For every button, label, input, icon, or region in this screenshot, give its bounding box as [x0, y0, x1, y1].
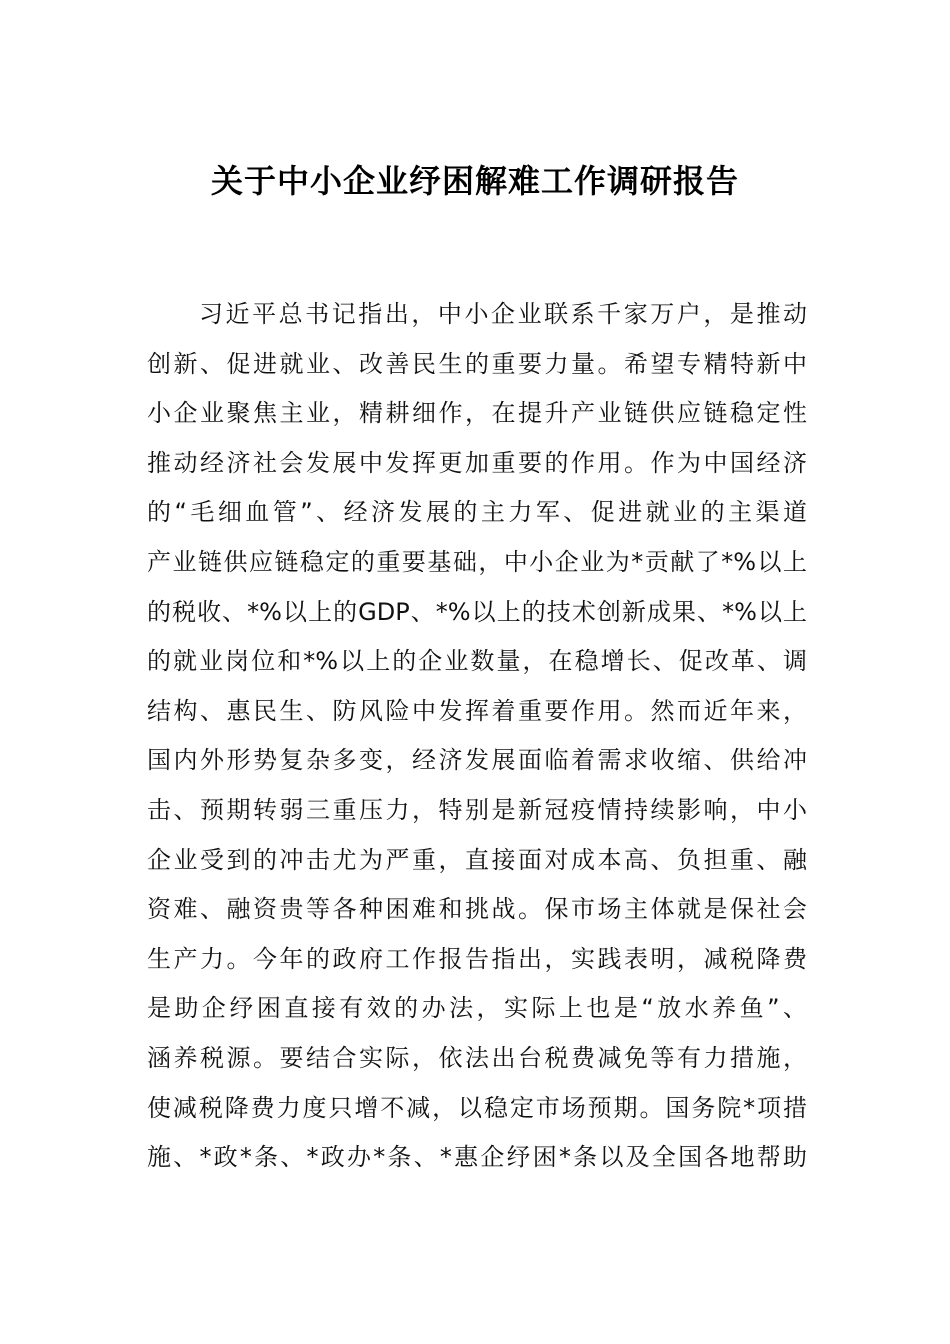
paragraph-line: 的就业岗位和*%以上的企业数量，在稳增长、促改革、调: [147, 647, 807, 676]
body-paragraph: [147, 290, 807, 1183]
document-title: 关于中小企业纾困解难工作调研报告: [210, 162, 739, 200]
paragraph-line: 资难、融资贵等各种困难和挑战。保市场主体就是保社会: [147, 895, 807, 924]
paragraph-line: 创新、促进就业、改善民生的重要力量。希望专精特新中: [147, 349, 807, 378]
paragraph-line: 的“毛细血管”、经济发展的主力军、促进就业的主渠道: [147, 498, 807, 527]
paragraph-line: 是助企纾困直接有效的办法，实际上也是“放水养鱼”、: [147, 994, 807, 1023]
paragraph-line: 产业链供应链稳定的重要基础，中小企业为*贡献了*%以上: [147, 547, 807, 576]
paragraph-line: 击、预期转弱三重压力，特别是新冠疫情持续影响，中小: [147, 795, 807, 824]
paragraph-line: 企业受到的冲击尤为严重，直接面对成本高、负担重、融: [147, 845, 807, 874]
paragraph-line: 国内外形势复杂多变，经济发展面临着需求收缩、供给冲: [147, 746, 807, 775]
paragraph-line: 施、*政*条、*政办*条、*惠企纾困*条以及全国各地帮助: [147, 1143, 807, 1172]
paragraph-line: 涵养税源。要结合实际，依法出台税费减免等有力措施，: [147, 1043, 807, 1072]
paragraph-line: 生产力。今年的政府工作报告指出，实践表明，减税降费: [147, 944, 807, 973]
paragraph-line: 结构、惠民生、防风险中发挥着重要作用。然而近年来，: [147, 696, 807, 725]
paragraph-line: 习近平总书记指出，中小企业联系千家万户，是推动: [199, 300, 807, 328]
paragraph-line: 小企业聚焦主业，精耕细作，在提升产业链供应链稳定性: [147, 399, 807, 428]
paragraph-line: 使减税降费力度只增不减，以稳定市场预期。国务院*项措: [147, 1093, 807, 1122]
paragraph-line: 推动经济社会发展中发挥更加重要的作用。作为中国经济: [147, 448, 807, 477]
paragraph-line: 的税收、*%以上的GDP、*%以上的技术创新成果、*%以上: [147, 597, 807, 626]
